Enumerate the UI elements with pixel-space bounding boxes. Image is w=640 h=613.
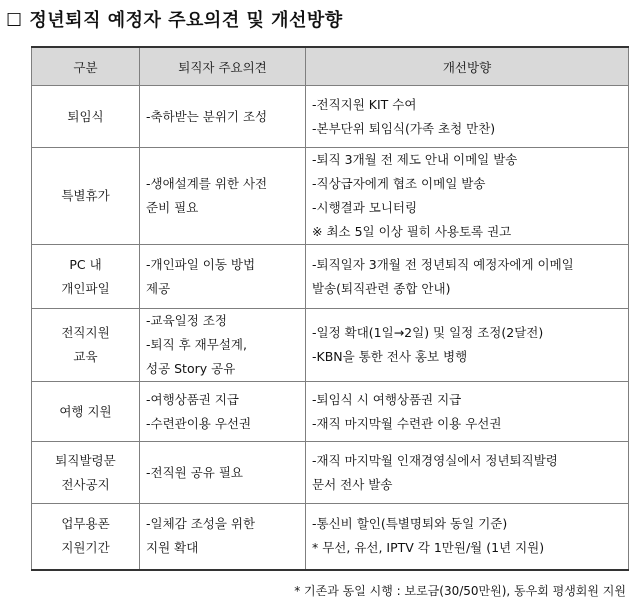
improvement-cell-line: * 무선, 유선, IPTV 각 1만원/월 (1년 지원) xyxy=(312,540,545,556)
category-cell-line: 특별휴가 xyxy=(61,188,110,203)
opinion-cell xyxy=(140,504,306,570)
category-cell xyxy=(32,442,140,504)
opinion-cell-line: 준비 필요 xyxy=(146,200,199,215)
table-row xyxy=(32,86,629,148)
improvement-cell-line: ※ 최소 5일 이상 필히 사용토록 권고 xyxy=(312,224,512,239)
table-row xyxy=(32,442,629,504)
improvement-cell-line: -시행결과 모니터링 xyxy=(312,200,418,215)
opinion-cell xyxy=(140,309,306,382)
category-cell-line: 퇴직발령문 xyxy=(55,452,116,468)
opinion-cell-line: -개인파일 이동 방법 xyxy=(146,256,256,272)
page-title: ☐ 정년퇴직 예정자 주요의견 및 개선방향 xyxy=(6,10,343,31)
category-cell-line: 교육 xyxy=(73,349,98,364)
improvement-cell-line: 문서 전사 발송 xyxy=(312,476,393,492)
category-cell-line: PC 내 xyxy=(69,256,102,272)
category-cell-line: 여행 지원 xyxy=(59,403,112,419)
header-opinions: 퇴직자 주요의견 xyxy=(140,47,306,86)
table-row xyxy=(32,148,629,245)
improvement-cell-line: -일정 확대(1일→2일) 및 일정 조정(2달전) xyxy=(312,325,544,340)
category-cell xyxy=(32,148,140,245)
opinion-cell-line: 제공 xyxy=(146,280,171,296)
improvement-cell-line: -재직 마지막월 수련관 이용 우선권 xyxy=(312,415,502,431)
improvement-cell xyxy=(306,309,629,382)
opinion-cell xyxy=(140,442,306,504)
opinion-cell-line: 성공 Story 공유 xyxy=(146,361,236,376)
opinion-cell-line: -교육일정 조정 xyxy=(146,313,227,328)
category-cell-line: 개인파일 xyxy=(61,280,110,296)
improvement-cell-line: -퇴직 3개월 전 제도 안내 이메일 발송 xyxy=(312,152,518,167)
category-cell xyxy=(32,86,140,148)
improvement-cell-line: -재직 마지막월 인재경영실에서 정년퇴직발령 xyxy=(312,452,558,468)
improvement-cell-line: -전직지원 KIT 수여 xyxy=(312,96,417,112)
opinion-cell-line: -전직원 공유 필요 xyxy=(146,464,243,480)
category-cell-line: 퇴임식 xyxy=(67,108,104,124)
header-category: 구분 xyxy=(32,47,140,86)
opinion-cell-line: -축하받는 분위기 조성 xyxy=(146,108,268,124)
opinion-cell xyxy=(140,148,306,245)
improvement-cell-line: -본부단위 퇴임식(가족 초청 만찬) xyxy=(312,120,496,136)
category-cell-line: 지원기간 xyxy=(61,540,110,556)
category-cell-line: 업무용폰 xyxy=(61,516,110,532)
table-row xyxy=(32,504,629,570)
opinion-cell xyxy=(140,245,306,309)
category-cell-line: 전직지원 xyxy=(61,325,110,340)
category-cell xyxy=(32,504,140,570)
improvement-cell xyxy=(306,245,629,309)
opinion-cell-line: -일체감 조성을 위한 xyxy=(146,516,256,532)
improvement-cell xyxy=(306,442,629,504)
opinion-table xyxy=(31,46,629,571)
opinion-cell xyxy=(140,86,306,148)
improvement-cell xyxy=(306,382,629,442)
opinion-cell-line: -여행상품권 지급 xyxy=(146,391,240,407)
table-header-row xyxy=(32,47,629,86)
opinion-cell-line: -생애설계를 위한 사전 xyxy=(146,176,268,191)
category-cell xyxy=(32,245,140,309)
table-row xyxy=(32,309,629,382)
improvement-cell xyxy=(306,86,629,148)
table-row xyxy=(32,382,629,442)
category-cell-line: 전사공지 xyxy=(61,476,110,492)
improvement-cell-line: -통신비 할인(특별명퇴와 동일 기준) xyxy=(312,516,508,532)
improvement-cell-line: -직상급자에게 협조 이메일 발송 xyxy=(312,176,486,191)
table-row xyxy=(32,245,629,309)
improvement-cell-line: -퇴직일자 3개월 전 정년퇴직 예정자에게 이메일 xyxy=(312,256,574,272)
opinion-cell-line: -퇴직 후 재무설계, xyxy=(146,337,247,352)
improvement-cell xyxy=(306,504,629,570)
header-improvements: 개선방향 xyxy=(306,47,629,86)
improvement-cell-line: -KBN을 통한 전사 홍보 병행 xyxy=(312,349,468,364)
opinion-cell-line: 지원 확대 xyxy=(146,540,199,556)
improvement-cell-line: 발송(퇴직관련 종합 안내) xyxy=(312,280,451,296)
improvement-cell-line: -퇴임식 시 여행상품권 지급 xyxy=(312,391,462,407)
footnote: * 기존과 동일 시행 : 보로금(30/50만원), 동우회 평생회원 지원 xyxy=(294,584,626,598)
category-cell xyxy=(32,382,140,442)
opinion-cell xyxy=(140,382,306,442)
category-cell xyxy=(32,309,140,382)
opinion-cell-line: -수련관이용 우선권 xyxy=(146,415,252,431)
improvement-cell xyxy=(306,148,629,245)
